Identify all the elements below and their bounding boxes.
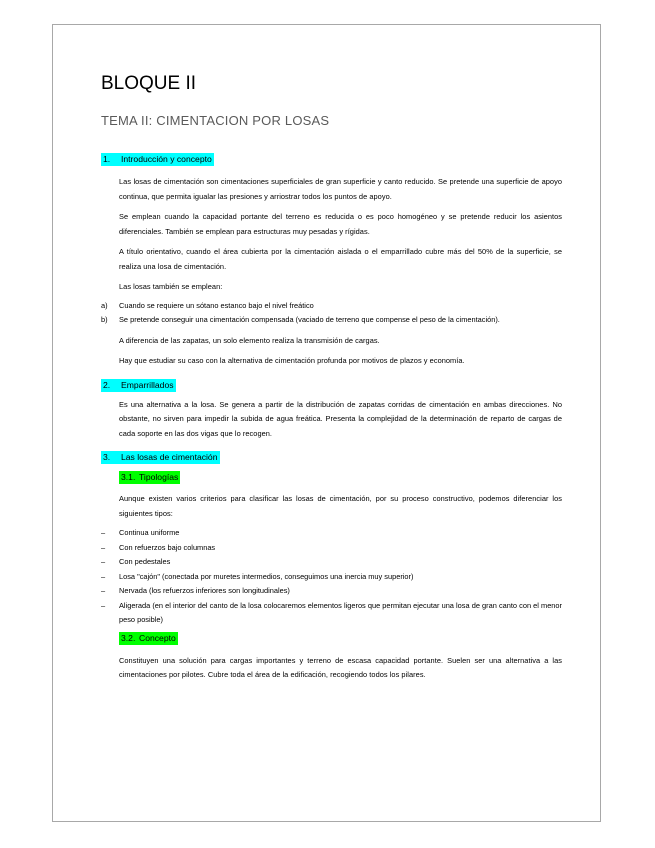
document-title: BLOQUE II [101,73,197,94]
section-2-heading-label: 2. Emparrillados [103,379,174,390]
subsection-3-1-heading-label: 3.1. Tipologías [121,472,179,482]
paragraph: Se emplean cuando la capacidad portante del terreno es reducida o es poco homogéneo y se pretende reducir los asientos diferenciales. También se emplean para estructuras muy pesadas y rígidas. [119,212,562,236]
list-item: a) Cuando se requiere un sótano estanco bajo el nivel freático [101,300,314,310]
section-2-heading [101,375,562,393]
paragraph: A título orientativo, cuando el área cubierta por la cimentación aislada o el emparrillado cubre más del 50% de la superficie, se realiza una losa de cimentación. [119,247,562,271]
section-3-heading [101,447,562,465]
page-content [101,73,562,683]
list-item: – Continua uniforme [101,528,180,537]
subsection-3-2-heading [101,628,562,646]
paragraph: Aunque existen varios criterios para clasificar las losas de cimentación, por su proceso constructivo, podemos diferenciar los siguientes tipos: [119,494,562,518]
paragraph: Constituyen una solución para cargas importantes y terreno de escasa capacidad portante. Suelen ser una alternativa a las cimentaciones por pilotes. Cubre toda el área de la edificación, recogiendo todos los pilares. [119,655,562,679]
document-subtitle: TEMA II: CIMENTACION POR LOSAS [101,113,330,128]
section-1-list [101,299,562,328]
section-2-body [101,398,562,442]
subsection-3-1-body [101,492,562,521]
list-item: – Con refuerzos bajo columnas [101,542,216,552]
section-1-body [101,175,562,295]
paragraph: Es una alternativa a la losa. Se genera a partir de la distribución de zapatas corridas de cimentación en ambas direcciones. No obstante, no sirven para impedir la subida de agua freática. Presenta la complejidad de la determinación de reparto de cargas de cada soporte en las dos vigas que lo recogen. [119,399,562,438]
section-1-heading [101,149,562,167]
list-item: – Aligerada (en el interior del canto de la losa colocaremos elementos ligeros que permitan ejecutar una losa de gran canto con el menor peso posible) [101,600,562,624]
subsection-3-2-body [101,654,562,683]
paragraph: Hay que estudiar su caso con la alternativa de cimentación profunda por motivos de plazos y economía. [119,356,465,365]
list-item: – Losa "cajón" (conectada por muretes intermedios, conseguimos una inercia muy superior) [101,571,414,581]
paragraph: Las losas también se emplean: [119,282,223,291]
section-1-heading-label: 1. Introducción y concepto [103,154,212,164]
document-page [52,24,601,822]
paragraph: Las losas de cimentación son cimentaciones superficiales de gran superficie y canto reducido. Se pretende una superficie de apoyo continua, que permita igualar las presiones y arriostrar todos los puntos de apoyo. [119,177,562,201]
section-3-heading-label: 3. Las losas de cimentación [103,452,218,462]
list-item: b) Se pretende conseguir una cimentación compensada (vaciado de terreno que compense el peso de la cimentación). [101,315,500,324]
section-1-body-2 [101,334,562,369]
list-item: – Con pedestales [101,557,171,566]
subsection-3-2-heading-label: 3.2. Concepto [121,632,176,643]
list-item: – Nervada (los refuerzos inferiores son longitudinales) [101,586,290,595]
paragraph: A diferencia de las zapatas, un solo elemento realiza la transmisión de cargas. [119,335,380,345]
subsection-3-1-heading [101,467,562,485]
subsection-3-1-list [101,526,562,628]
